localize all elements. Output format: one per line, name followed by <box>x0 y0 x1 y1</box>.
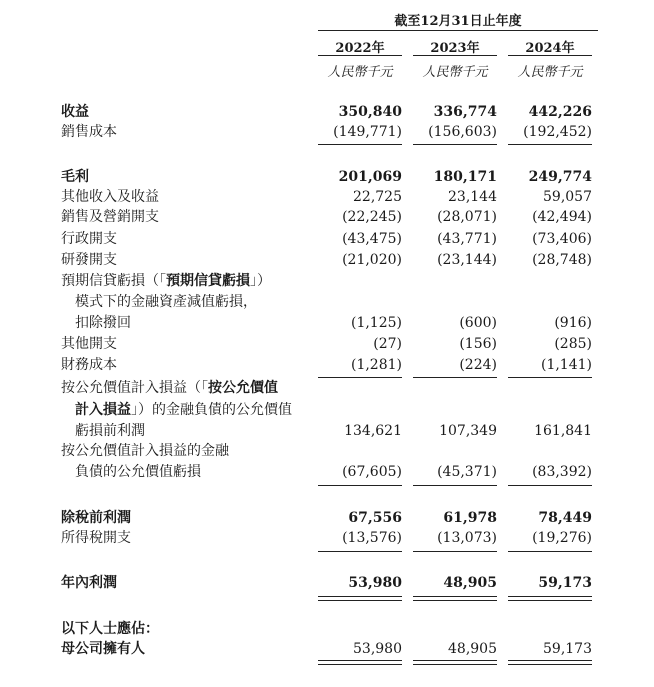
value-2022: 350,840 <box>338 104 402 120</box>
value-2023: 107,349 <box>439 423 497 439</box>
unit-label: 人民幣千元 <box>422 65 488 80</box>
value-2023: 48,905 <box>443 575 497 591</box>
total-double-rule <box>508 660 592 665</box>
subtotal-rule <box>318 144 402 145</box>
row-label: 所得稅開支 <box>61 530 131 546</box>
value-2022: (67,605) <box>342 464 402 480</box>
subtotal-rule <box>508 144 592 145</box>
value-2022: 53,980 <box>353 641 402 657</box>
value-2024: 59,173 <box>538 575 592 591</box>
value-2023: (43,771) <box>437 231 497 247</box>
row-fvtpl-line1 <box>0 378 654 398</box>
period-header: 截至12月31日止年度 <box>394 14 522 29</box>
row-attributable-header <box>0 619 654 639</box>
value-2024: (73,406) <box>532 231 592 247</box>
subtotal-rule <box>413 551 497 552</box>
subtotal-rule <box>508 551 592 552</box>
total-double-rule <box>413 596 497 601</box>
value-2024: 249,774 <box>528 169 592 185</box>
row-ecl-line2 <box>0 292 654 312</box>
row-label: 負債的公允價值虧損 <box>75 464 201 480</box>
row-fvtpl-fair-value <box>0 462 654 482</box>
year-underline <box>318 55 402 56</box>
value-2023: (600) <box>459 315 497 331</box>
subtotal-rule <box>413 485 497 486</box>
row-label: 年內利潤 <box>61 575 117 591</box>
row-label: 除稅前利潤 <box>61 510 131 526</box>
unit-label: 人民幣千元 <box>517 65 583 80</box>
value-2023: 336,774 <box>433 104 497 120</box>
row-label: 財務成本 <box>61 357 117 373</box>
value-2024: (192,452) <box>523 124 592 140</box>
row-other-expenses <box>0 334 654 354</box>
value-2022: 134,621 <box>344 423 402 439</box>
year-2023-header: 2023年 <box>430 41 480 56</box>
row-label: 扣除撥回 <box>75 315 131 331</box>
row-label: 其他開支 <box>61 336 117 352</box>
row-label: 銷售及營銷開支 <box>61 209 159 225</box>
value-2022: (13,576) <box>342 530 402 546</box>
row-ecl-line1 <box>0 271 654 291</box>
value-2024: 59,057 <box>543 189 592 205</box>
value-2022: 67,556 <box>348 510 402 526</box>
subtotal-rule <box>413 144 497 145</box>
value-2023: (224) <box>459 357 497 373</box>
total-double-rule <box>318 596 402 601</box>
value-2022: (43,475) <box>342 231 402 247</box>
row-fvtpl-fair-value-line1 <box>0 441 654 461</box>
unit-label: 人民幣千元 <box>327 65 393 80</box>
row-label: 預期信貸虧損（「預期信貸虧損」） <box>61 273 271 289</box>
value-2024: (19,276) <box>532 530 592 546</box>
year-2022-header: 2022年 <box>335 41 385 56</box>
row-label: 其他收入及收益 <box>61 189 159 205</box>
row-label: 行政開支 <box>61 231 117 247</box>
row-other-income <box>0 187 654 207</box>
value-2023: (156,603) <box>428 124 497 140</box>
row-label: 按公允價值計入損益（「按公允價值 <box>61 380 278 396</box>
row-label: 收益 <box>61 104 89 120</box>
value-2024: 442,226 <box>528 104 592 120</box>
row-profit-before-tax <box>0 508 654 528</box>
subtotal-rule <box>508 485 592 486</box>
total-double-rule <box>508 596 592 601</box>
value-2022: (1,125) <box>350 315 402 331</box>
row-label: 銷售成本 <box>61 124 117 140</box>
row-finance-costs <box>0 355 654 375</box>
value-2023: 180,171 <box>433 169 497 185</box>
row-admin-expenses <box>0 229 654 249</box>
row-label: 計入損益」）的金融負債的公允價值 <box>75 402 292 418</box>
year-underline <box>508 55 592 56</box>
value-2024: (42,494) <box>532 209 592 225</box>
value-2022: 201,069 <box>338 169 402 185</box>
value-2024: (83,392) <box>532 464 592 480</box>
row-label: 模式下的金融資產減值虧損， <box>75 294 257 310</box>
row-gross-profit <box>0 167 654 187</box>
value-2023: (156) <box>459 336 497 352</box>
total-double-rule <box>318 660 402 665</box>
value-2024: 161,841 <box>534 423 592 439</box>
value-2023: 23,144 <box>448 189 497 205</box>
row-label: 按公允價值計入損益的金融 <box>61 443 229 459</box>
value-2023: (28,071) <box>437 209 497 225</box>
value-2022: (1,281) <box>350 357 402 373</box>
row-profit-before-fvtpl <box>0 421 654 441</box>
subtotal-rule <box>318 551 402 552</box>
value-2024: (28,748) <box>532 252 592 268</box>
value-2022: (27) <box>373 336 402 352</box>
value-2024: 78,449 <box>538 510 592 526</box>
value-2024: (916) <box>554 315 592 331</box>
row-cost-of-sales <box>0 122 654 142</box>
row-label: 毛利 <box>61 169 89 185</box>
row-income-tax <box>0 528 654 548</box>
period-underline <box>318 30 598 31</box>
row-owners-of-parent <box>0 639 654 659</box>
row-label: 母公司擁有人 <box>61 641 145 657</box>
row-label: 研發開支 <box>61 252 117 268</box>
value-2024: (1,141) <box>540 357 592 373</box>
row-selling-expenses <box>0 207 654 227</box>
row-label: 虧損前利潤 <box>75 423 145 439</box>
value-2023: 48,905 <box>448 641 497 657</box>
value-2024: 59,173 <box>543 641 592 657</box>
row-profit-for-year <box>0 573 654 593</box>
value-2023: (45,371) <box>437 464 497 480</box>
year-underline <box>413 55 497 56</box>
row-rd-expenses <box>0 250 654 270</box>
value-2022: (22,245) <box>342 209 402 225</box>
row-label: 以下人士應佔： <box>61 621 159 637</box>
value-2023: (13,073) <box>437 530 497 546</box>
value-2022: (149,771) <box>333 124 402 140</box>
value-2022: 22,725 <box>353 189 402 205</box>
value-2022: (21,020) <box>342 252 402 268</box>
total-double-rule <box>413 660 497 665</box>
value-2023: 61,978 <box>443 510 497 526</box>
row-ecl <box>0 313 654 333</box>
row-fvtpl-line2 <box>0 400 654 420</box>
year-2024-header: 2024年 <box>525 41 575 56</box>
row-revenue <box>0 102 654 122</box>
value-2024: (285) <box>554 336 592 352</box>
value-2023: (23,144) <box>437 252 497 268</box>
subtotal-rule <box>318 485 402 486</box>
value-2022: 53,980 <box>348 575 402 591</box>
